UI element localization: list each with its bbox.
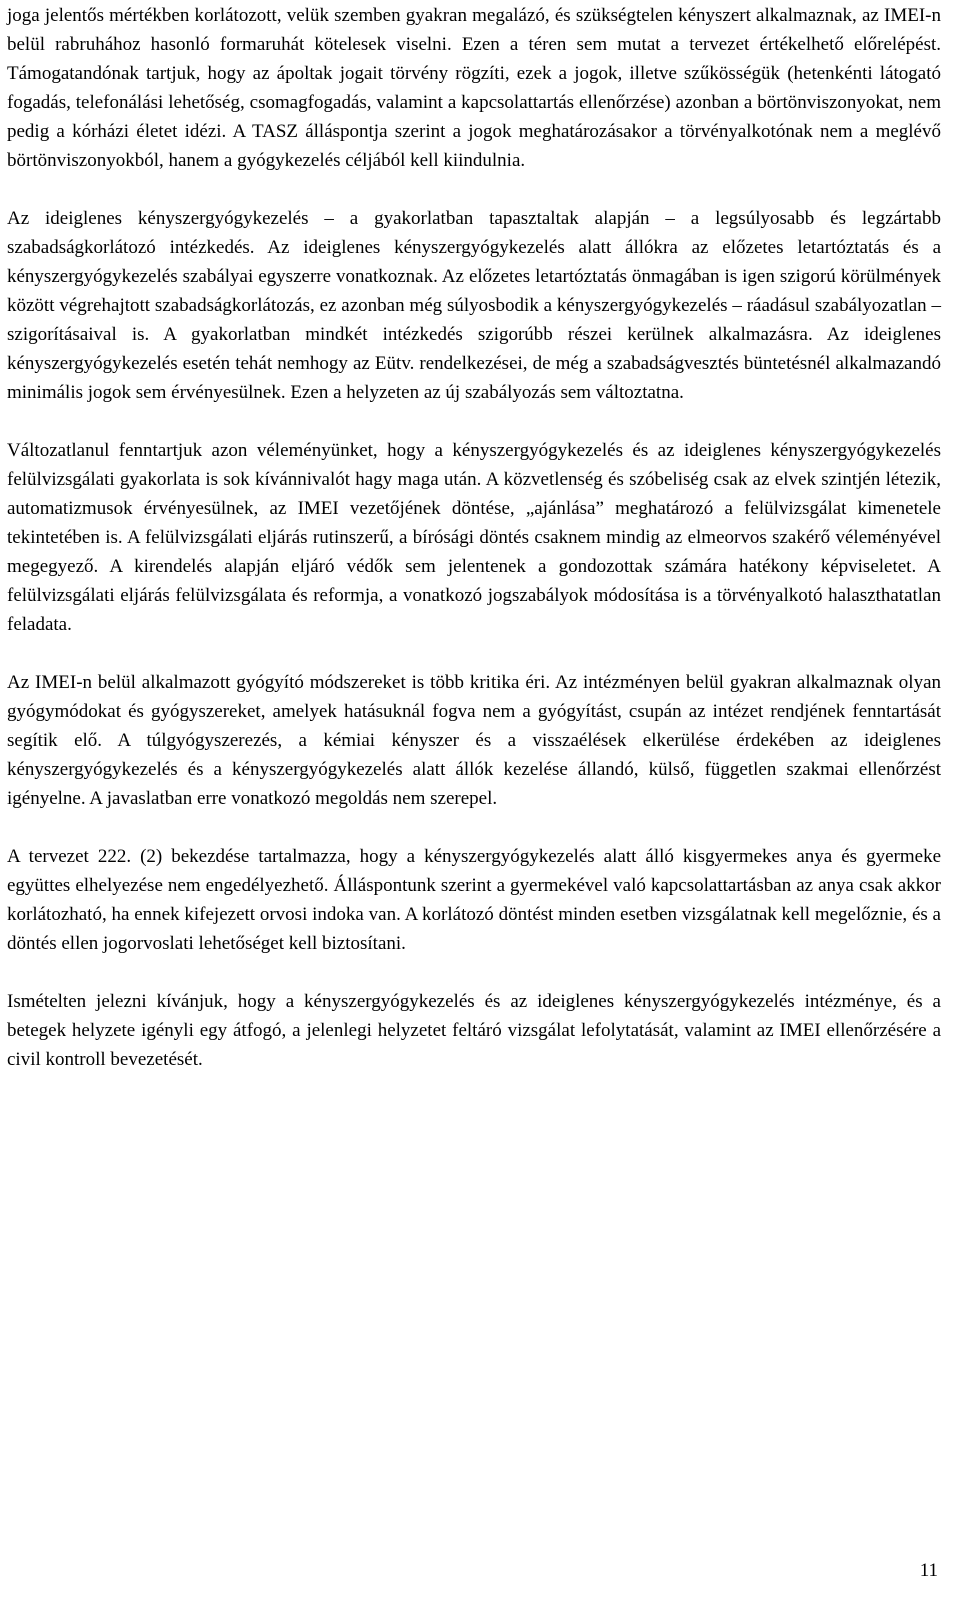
page-number: 11 <box>919 1560 938 1581</box>
paragraph-5: A tervezet 222. (2) bekezdése tartalmazza, hogy a kényszergyógykezelés alatt álló kisgyermekes anya és gyermeke együttes elhelyezése nem engedélyezhető. Álláspontunk szerint a gyermekével való kapcsolattartásban az anya csak akkor korlátozható, ha ennek kifejezett orvosi indoka van. A korlátozó döntést minden esetben vizsgálatnak kell megelőznie, és a döntés ellen jogorvoslati lehetőséget kell biztosítani. <box>7 846 941 954</box>
paragraph-6: Ismételten jelezni kívánjuk, hogy a kényszergyógykezelés és az ideiglenes kényszergyógykezelés intézménye, és a betegek helyzete igényli egy átfogó, a jelenlegi helyzetet feltáró vizsgálat lefolytatását, valamint az IMEI ellenőrzésére a civil kontroll bevezetését. <box>7 991 941 1070</box>
paragraph-1: joga jelentős mértékben korlátozott, velük szemben gyakran megalázó, és szükségtelen kényszert alkalmaznak, az IMEI-n belül rabruhához hasonló formaruhát kötelesek viselni. Ezen a téren sem mutat a tervezet értékelhető előrelépést. Támogatandónak tartjuk, hogy az ápoltak jogait törvény rögzíti, ezek a jogok, illetve szűkösségük (hetenkénti látogató fogadás, telefonálási lehetőség, csomagfogadás, valamint a kapcsolattartás ellenőrzése) azonban a börtönviszonyokat, nem pedig a kórházi életet idézi. A TASZ álláspontja szerint a jogok meghatározásakor a törvényalkotónak nem a meglévő börtönviszonyokból, hanem a gyógykezelés céljából kell kiindulnia. <box>7 5 941 171</box>
document-page <box>7 0 941 1074</box>
paragraph-2: Az ideiglenes kényszergyógykezelés – a gyakorlatban tapasztaltak alapján – a legsúlyosabb és legzártabb szabadságkorlátozó intézkedés. Az ideiglenes kényszergyógykezelés alatt állókra az előzetes letartóztatás és a kényszergyógykezelés szabályai egyszerre vonatkoznak. Az előzetes letartóztatás önmagában is igen szigorú körülmények között végrehajtott szabadságkorlátozás, ez azonban még súlyosbodik a kényszergyógykezelés – ráadásul szabályozatlan – szigorításaival is. A gyakorlatban mindkét intézkedés szigorúbb részei kerülnek alkalmazásra. Az ideiglenes kényszergyógykezelés esetén tehát nemhogy az Eütv. rendelkezései, de még a szabadságvesztés büntetésnél alkalmazandó minimális jogok sem érvényesülnek. Ezen a helyzeten az új szabályozás sem változtatna. <box>7 208 941 403</box>
paragraph-3: Változatlanul fenntartjuk azon véleményünket, hogy a kényszergyógykezelés és az ideiglenes kényszergyógykezelés felülvizsgálati gyakorlata is sok kívánnivalót hagy maga után. A közvetlenség és szóbeliség csak az elvek szintjén létezik, automatizmusok érvényesülnek, az IMEI vezetőjének döntése, „ajánlása” meghatározó a felülvizsgálat kimenetele tekintetében is. A felülvizsgálati eljárás rutinszerű, a bírósági döntés csaknem mindig az elmeorvos szakérő véleményével megegyező. A kirendelés alapján eljáró védők sem jelentenek a gondozottak számára hatékony képviseletet. A felülvizsgálati eljárás felülvizsgálata és reformja, a vonatkozó jogszabályok módosítása is a törvényalkotó halaszthatatlan feladata. <box>7 440 941 635</box>
paragraph-4: Az IMEI-n belül alkalmazott gyógyító módszereket is több kritika éri. Az intézményen belül gyakran alkalmaznak olyan gyógymódokat és gyógyszereket, amelyek hatásuknál fogva nem a gyógyítást, csupán az intézet rendjének fenntartását segítik elő. A túlgyógyszerezés, a kémiai kényszer és a visszaélések elkerülése érdekében az ideiglenes kényszergyógykezelés és a kényszergyógykezelés alatt állók kezelése állandó, külső, független szakmai ellenőrzést igényelne. A javaslatban erre vonatkozó megoldás nem szerepel. <box>7 672 941 809</box>
